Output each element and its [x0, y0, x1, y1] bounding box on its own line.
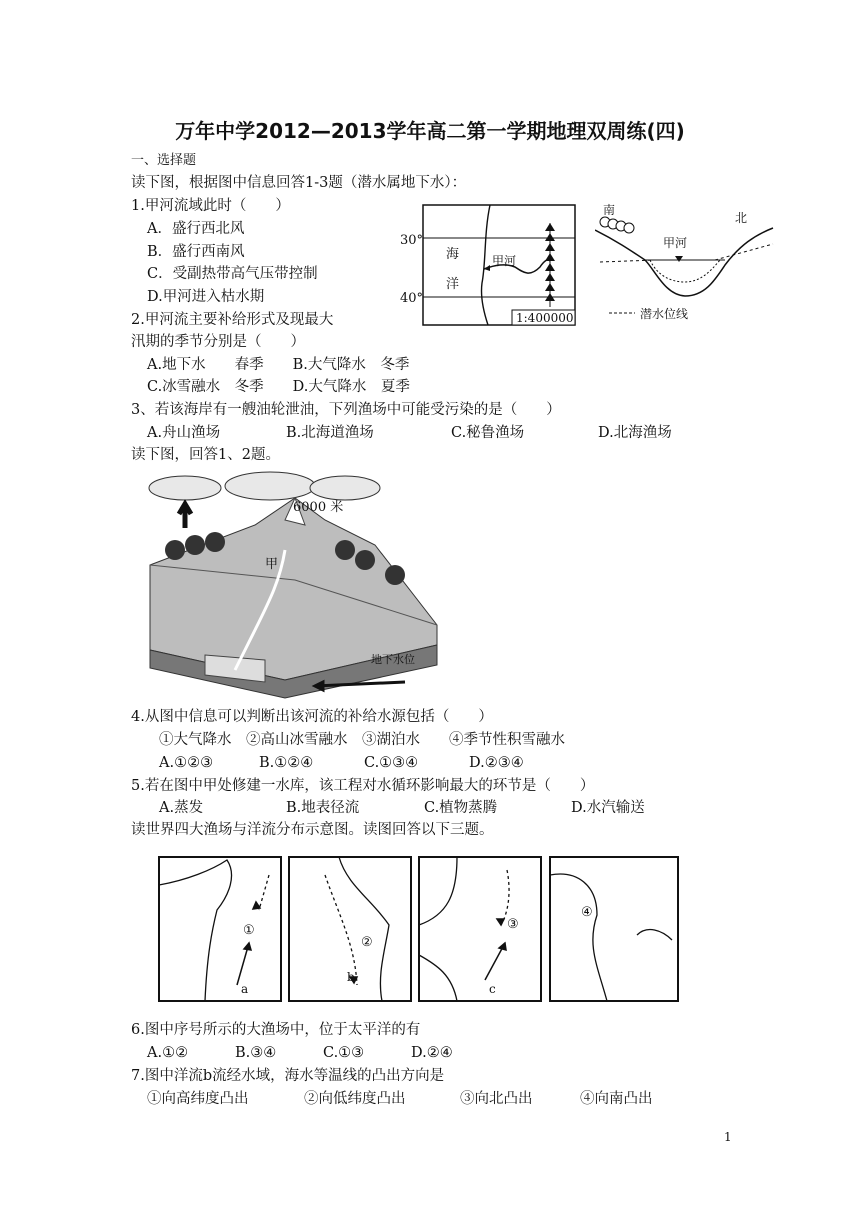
- q1-option-a: A．盛行西北风: [147, 221, 245, 237]
- q3-option-b: B.北海道渔场: [286, 425, 374, 441]
- current-label-b: b: [347, 970, 355, 984]
- q7-option-3: ③向北凸出: [460, 1091, 533, 1107]
- elevation-label: 6000 米: [293, 500, 344, 515]
- question-1: 1.甲河流域此时（ ）: [131, 198, 290, 214]
- question-6: 6.图中序号所示的大渔场中，位于太平洋的有: [131, 1022, 421, 1038]
- q4-option-a: A.①②③: [159, 755, 214, 771]
- sea-label-2: 洋: [446, 277, 460, 292]
- question-7: 7.图中洋流b流经水域，海水等温线的凸出方向是: [131, 1068, 445, 1084]
- page-title: 万年中学2012—2013学年高二第一学期地理双周练(四): [175, 119, 685, 143]
- river-map-figure: [400, 203, 578, 327]
- q7-option-1: ①向高纬度凸出: [147, 1091, 249, 1107]
- water-cycle-figure: [145, 470, 445, 700]
- cross-section-figure: [595, 200, 775, 325]
- q6-option-c: C.①③: [323, 1045, 365, 1061]
- fishery-label-1: ①: [243, 923, 255, 938]
- q5-option-b: B.地表径流: [286, 800, 360, 816]
- q6-option-b: B.③④: [235, 1045, 277, 1061]
- current-label-a: a: [241, 982, 249, 996]
- scale-label: 1:400000: [516, 311, 574, 325]
- jia-label: 甲: [265, 557, 279, 572]
- section-heading: 一、选择题: [131, 153, 197, 168]
- q7-option-2: ②向低纬度凸出: [304, 1091, 406, 1107]
- q4-option-d: D.②③④: [469, 755, 524, 771]
- question-3: 3、若该海岸有一艘油轮泄油，下列渔场中可能受污染的是（ ）: [131, 402, 561, 418]
- latitude-40: 40°: [400, 291, 424, 306]
- intro-text: 读下图，根据图中信息回答1-3题（潜水属地下水）：: [131, 175, 467, 191]
- q3-option-a: A.舟山渔场: [147, 425, 221, 441]
- q3-option-d: D.北海渔场: [598, 425, 672, 441]
- south-label: 南: [603, 203, 616, 217]
- question-4: 4.从图中信息可以判断出该河流的补给水源包括（ ）: [131, 709, 493, 725]
- q4-option-c: C.①③④: [364, 755, 419, 771]
- groundwater-label: 地下水位: [371, 653, 415, 666]
- q2-options-2: C.冰雪融水 冬季 D.大气降水 夏季: [147, 379, 410, 395]
- current-label-c: c: [489, 982, 496, 996]
- page-number: 1: [724, 1130, 732, 1144]
- intro-text-2: 读下图，回答1、2题。: [131, 447, 280, 463]
- q7-option-4: ④向南凸出: [580, 1091, 653, 1107]
- q6-option-a: A.①②: [147, 1045, 189, 1061]
- legend-label: 潜水位线: [640, 307, 689, 321]
- river-label-2: 甲河: [663, 236, 688, 250]
- q1-option-d: D.甲河进入枯水期: [147, 289, 265, 305]
- q6-option-d: D.②④: [411, 1045, 453, 1061]
- q5-option-d: D.水汽输送: [571, 800, 645, 816]
- fishery-label-4: ④: [581, 905, 593, 920]
- north-label: 北: [735, 211, 748, 225]
- q5-option-a: A.蒸发: [159, 800, 204, 816]
- fishery-label-2: ②: [361, 935, 373, 950]
- q4-sources: ①大气降水 ②高山冰雪融水 ③湖泊水 ④季节性积雪融水: [159, 732, 565, 748]
- question-2-cont: 汛期的季节分别是（ ）: [131, 334, 305, 350]
- q5-option-c: C.植物蒸腾: [424, 800, 498, 816]
- q2-options-1: A.地下水 春季 B.大气降水 冬季: [147, 357, 410, 373]
- q4-option-b: B.①②④: [259, 755, 314, 771]
- intro-text-3: 读世界四大渔场与洋流分布示意图。读图回答以下三题。: [131, 822, 494, 838]
- fishery-maps-figure: [157, 855, 687, 1005]
- q1-option-b: B．盛行西南风: [147, 244, 245, 260]
- sea-label-1: 海: [446, 247, 460, 262]
- question-5: 5.若在图中甲处修建一水库，该工程对水循环影响最大的环节是（ ）: [131, 778, 595, 794]
- river-label: 甲河: [492, 254, 517, 268]
- q1-option-c: C．受副热带高气压带控制: [147, 266, 318, 282]
- fishery-label-3: ③: [507, 917, 519, 932]
- latitude-30: 30°: [400, 233, 424, 248]
- q3-option-c: C.秘鲁渔场: [451, 425, 525, 441]
- question-2: 2.甲河流主要补给形式及现最大: [131, 312, 334, 328]
